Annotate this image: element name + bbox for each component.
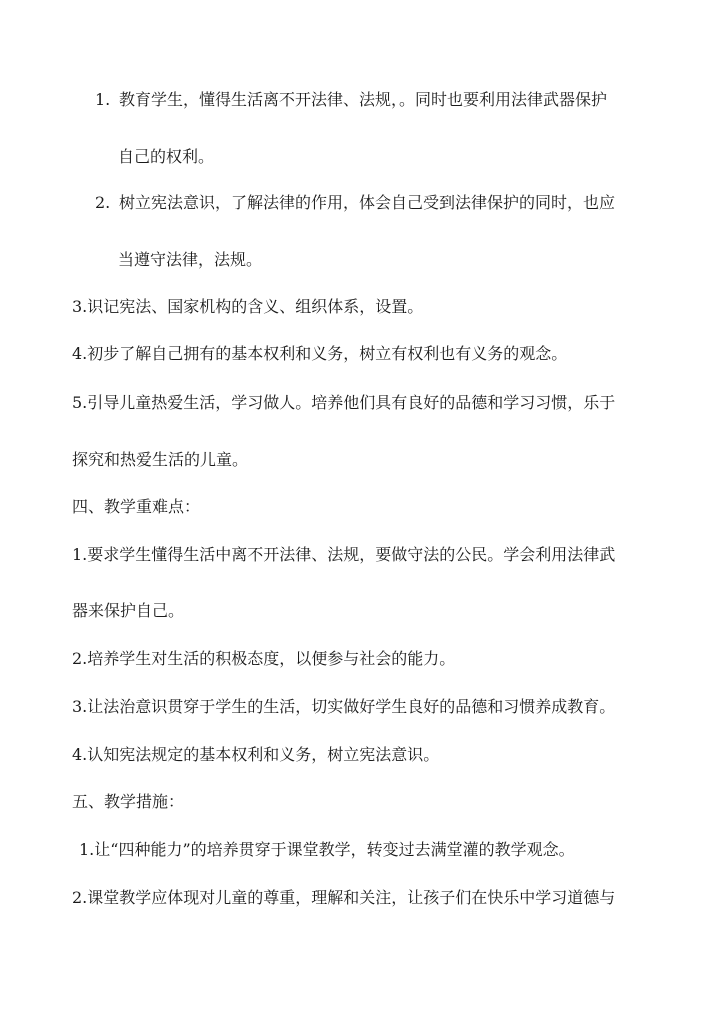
difficulty-4: 4.认知宪法规定的基本权利和义务，树立宪法意识。 [72,745,440,764]
list-text: 树立宪法意识，了解法律的作用，体会自己受到法律保护的同时，也应 [119,193,616,212]
list-number: 2. [95,193,111,212]
objective-3: 3.识记宪法、国家机构的含义、组织体系，设置。 [72,297,424,316]
section-heading-key-difficulties: 四、教学重难点： [72,497,201,516]
difficulty-1-line-2: 器来保护自己。 [72,601,185,620]
difficulty-3: 3.让法治意识贯穿于学生的生活，切实做好学生良好的品德和习惯养成教育。 [72,697,616,716]
objective-4: 4.初步了解自己拥有的基本权利和义务，树立有权利也有义务的观念。 [72,344,568,363]
measure-1: 1.让“四种能力”的培养贯穿于课堂教学，转变过去满堂灌的教学观念。 [79,840,575,859]
difficulty-2: 2.培养学生对生活的积极态度，以便参与社会的能力。 [72,649,456,668]
objective-1-line-2: 自己的权利。 [118,147,215,166]
objective-2-line-2: 当遵守法律，法规。 [118,250,263,269]
difficulty-1-line-1: 1.要求学生懂得生活中离不开法律、法规，要做守法的公民。学会利用法律武 [72,545,616,564]
objective-5-line-1: 5.引导儿童热爱生活，学习做人。培养他们具有良好的品德和学习习惯，乐于 [72,393,616,412]
objective-5-line-2: 探究和热爱生活的儿童。 [72,450,249,469]
measure-2-line-1: 2.课堂教学应体现对儿童的尊重，理解和关注，让孩子们在快乐中学习道德与 [72,888,616,907]
list-number: 1. [95,90,111,109]
objective-2-line-1 [95,193,615,213]
section-heading-measures: 五、教学措施： [72,792,185,811]
list-text: 教育学生，懂得生活离不开法律、法规，。同时也要利用法律武器保护 [119,90,608,109]
objective-1-line-1 [95,90,607,110]
